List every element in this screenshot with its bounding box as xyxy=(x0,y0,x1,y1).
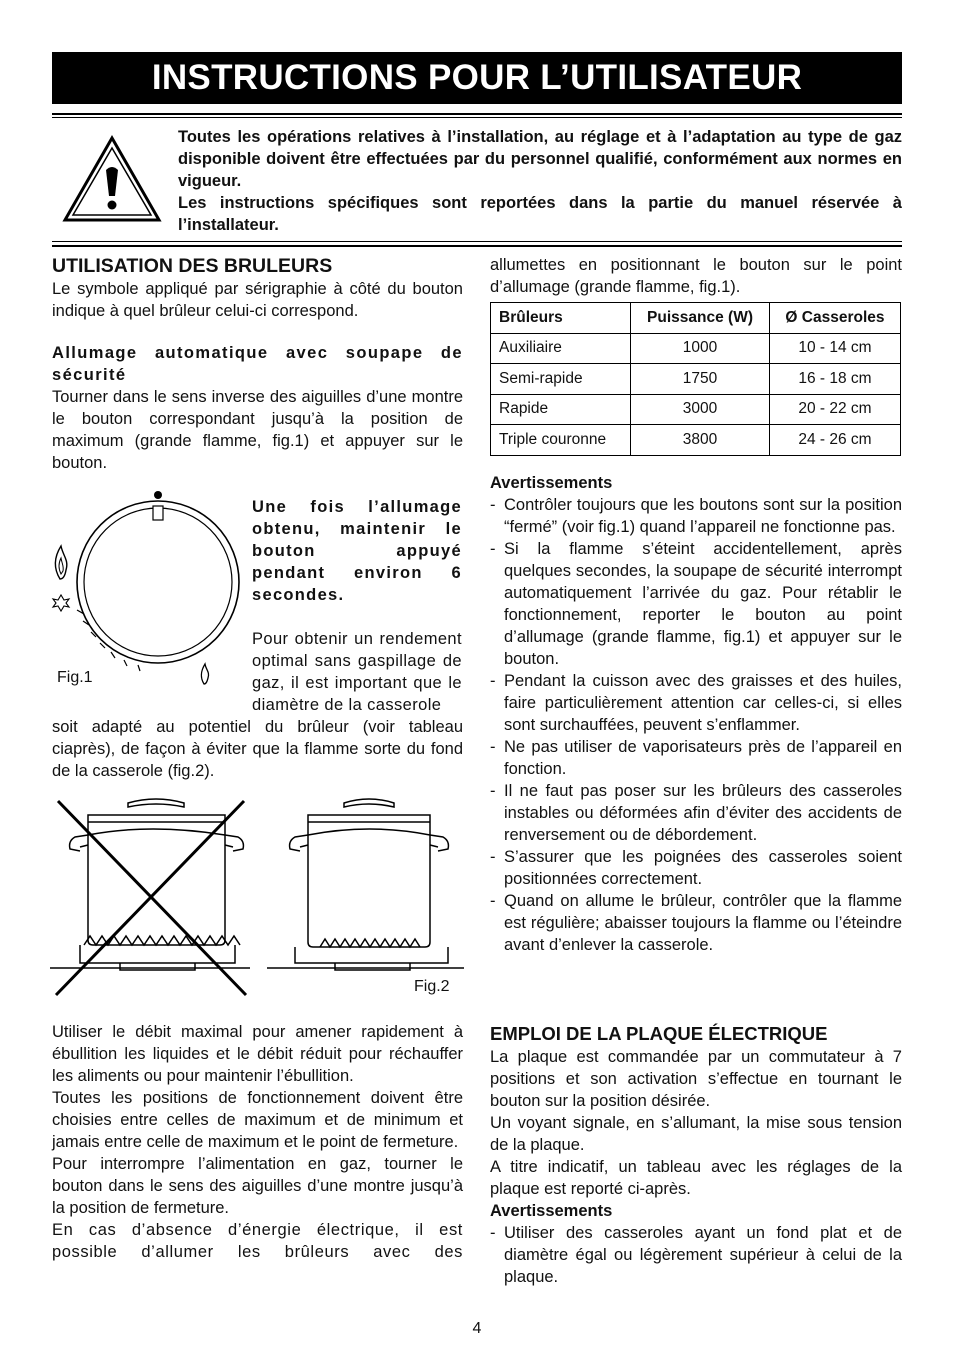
table-cell: Auxiliaire xyxy=(491,333,631,364)
paragraph-shutoff: Pour interrompre l’alimentation en gaz, tourner le bouton dans le sens des aiguilles d’une montre jusqu’à la position de fermeture. xyxy=(52,1155,463,1217)
table-row xyxy=(491,333,901,364)
fig2-label: Fig.2 xyxy=(414,978,450,995)
paragraph-optimal-rest: soit adapté au potentiel du brûleur (voir tableau ciaprès), de façon à éviter que la flamme sorte du fond de la casserole (fig.2). xyxy=(52,718,463,780)
paragraph-switch: La plaque est commandée par un commutateur à 7 positions et son activation s’effectue en tournant le bouton sur la position désirée. xyxy=(490,1048,902,1110)
warnings-list xyxy=(490,494,902,956)
table-header-cell: Brûleurs xyxy=(491,303,631,334)
section-heading-burners: UTILISATION DES BRULEURS xyxy=(52,255,333,277)
top-rule-thin xyxy=(52,117,902,118)
right-column xyxy=(490,254,902,298)
table-cell: Rapide xyxy=(491,394,631,425)
paragraph-ignition: Tourner dans le sens inverse des aiguilles d’une montre le bouton correspondant jusqu’à la position de maximum (grande flamme, fig.1) et appuyer sur le bouton. xyxy=(52,388,463,472)
section-heading-electric: EMPLOI DE LA PLAQUE ÉLECTRIQUE xyxy=(490,1023,828,1044)
warnings-block xyxy=(490,472,902,956)
table-cell: 3800 xyxy=(631,425,770,456)
paragraph-positions: Toutes les positions de fonctionnement doivent être choisies entre celles de maximum et de minimum et jamais entre celle de maximum et le point de fermeture. xyxy=(52,1089,463,1151)
table-row xyxy=(491,364,901,395)
paragraph-settings: A titre indicatif, un tableau avec les réglages de la plaque est reporté ci-après. xyxy=(490,1158,902,1198)
warning-line-2: Les instructions spécifiques sont reportées dans la partie du manuel réservée à l’installateur. xyxy=(178,194,902,234)
table-cell: Triple couronne xyxy=(491,425,631,456)
burners-table xyxy=(490,302,901,456)
list-item: - Pendant la cuisson avec des graisses et des huiles, faire particulièrement attention car celles-ci, si elles sont surchauffées, peuvent s’enflammer. xyxy=(490,670,902,736)
table-header-cell: Puissance (W) xyxy=(631,303,770,334)
paragraph-optimal-rest-block xyxy=(52,716,463,782)
warning-line-1: Toutes les opérations relatives à l’installation, au réglage et à l’adaptation au type de gaz disponible doivent être effectuées par du personnel qualifié, conformément aux normes en vigueur. xyxy=(178,128,902,190)
pot-too-large xyxy=(70,799,244,970)
warning-triangle-icon xyxy=(62,134,162,224)
left-bottom-text xyxy=(52,1021,463,1263)
warnings-list-2 xyxy=(490,1222,902,1288)
table-cell: 10 - 14 cm xyxy=(769,333,900,364)
intro-paragraph: Le symbole appliqué par sérigraphie à côté du bouton indique à quel brûleur celui-ci correspond. xyxy=(52,280,463,320)
page-title: INSTRUCTIONS POUR L’UTILISATEUR xyxy=(151,58,803,97)
list-item: - Si la flamme s’éteint accidentellement, après quelques secondes, la soupape de sécurité interrompt automatiquement l’arrivée du gaz. Pour rétablir le fonctionnement, reporter le bouton au point d’allumage (grande flamme, fig.1) et appuyer sur le bouton. xyxy=(490,538,902,670)
knob-side-text xyxy=(252,496,462,716)
list-item: - Quand on allume le brûleur, contrôler que la flamme est régulière; abaisser toujours la flamme ou l’éteindre avant d’enlever la casserole. xyxy=(490,890,902,956)
knob-diagram xyxy=(44,486,244,696)
top-rule xyxy=(52,113,902,115)
list-item: - S’assurer que les poignées des casseroles soient positionnées correctement. xyxy=(490,846,902,890)
page-number: 4 xyxy=(472,1320,482,1337)
list-item: - Il ne faut pas poser sur les brûleurs des casseroles instables ou déformées afin d’éviter des accidents de renversement ou de débordement. xyxy=(490,780,902,846)
list-item: - Contrôler toujours que les boutons sont sur la position “fermé” (voir fig.1) quand l’appareil ne fonctionne pas. xyxy=(490,494,902,538)
table-row xyxy=(491,425,901,456)
hold-note: Une fois l’allumage obtenu, maintenir le bouton appuyé pendant environ 6 secondes. xyxy=(252,498,462,604)
paragraph-flow: Utiliser le débit maximal pour amener rapidement à ébullition les liquides et le débit réduit pour réchauffer les aliments ou pour maintenir l’ébullition. xyxy=(52,1023,463,1085)
table-cell: 24 - 26 cm xyxy=(769,425,900,456)
list-item: - Ne pas utiliser de vaporisateurs près de l’appareil en fonction. xyxy=(490,736,902,780)
fig1-label: Fig.1 xyxy=(57,669,93,686)
pot-correct xyxy=(290,799,449,970)
table-cell: 3000 xyxy=(631,394,770,425)
large-flame-icon xyxy=(55,546,66,579)
table-cell: 1000 xyxy=(631,333,770,364)
paragraph-no-power: En cas d’absence d’énergie électrique, il est possible d’allumer les brûleurs avec des xyxy=(52,1221,463,1261)
electric-plate-block xyxy=(490,1022,902,1288)
table-cell: 16 - 18 cm xyxy=(769,364,900,395)
table-cell: Semi-rapide xyxy=(491,364,631,395)
table-header-cell: Ø Casseroles xyxy=(769,303,900,334)
table-row xyxy=(491,394,901,425)
subheading-auto-ignition: Allumage automatique avec soupape de sécurité xyxy=(52,344,463,384)
warnings-heading-2: Avertissements xyxy=(490,1202,613,1220)
small-flame-icon xyxy=(201,664,208,684)
spark-icon xyxy=(53,595,69,611)
pots-diagram xyxy=(50,795,464,1000)
paragraph-indicator: Un voyant signale, en s’allumant, la mise sous tension de la plaque. xyxy=(490,1114,902,1154)
bottom-rule-thin xyxy=(52,241,902,242)
paragraph-optimal-wrap: Pour obtenir un rendement optimal sans gaspillage de gaz, il est important que le diamètre de la casserole xyxy=(252,630,462,714)
table-header-row xyxy=(491,303,901,334)
left-column xyxy=(52,254,463,474)
table-cell: 20 - 22 cm xyxy=(769,394,900,425)
bottom-rule xyxy=(52,245,902,247)
table-cell: 1750 xyxy=(631,364,770,395)
paragraph-matches: allumettes en positionnant le bouton sur le point d’allumage (grande flamme, fig.1). xyxy=(490,256,902,296)
title-bar xyxy=(52,52,902,104)
warning-text xyxy=(178,126,902,236)
warnings-heading: Avertissements xyxy=(490,474,613,492)
list-item: - Utiliser des casseroles ayant un fond plat et de diamètre égal ou légèrement supérieur à celui de la plaque. xyxy=(490,1222,902,1288)
